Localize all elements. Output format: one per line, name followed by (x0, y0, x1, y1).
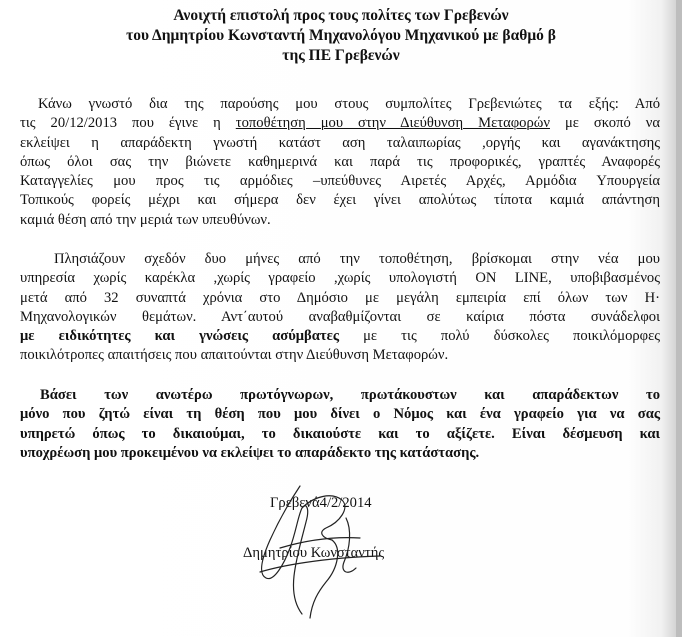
p1-line-2-end: με σκοπό να (564, 115, 661, 132)
p1-line-2 (20, 114, 660, 133)
p2-line-6: ποικιλότροπες απαιτήσεις που απαιτούνται στην Διεύθυνση Μεταφορών. (20, 347, 449, 364)
signatory-name: Δημητρίου Κωνσταντής (243, 545, 385, 561)
page-scan-edge (676, 0, 682, 637)
p3-line-2: μόνο που ζητώ είναι τη θέση που μου δίνει ο Νόμος και ένα γραφείο για να σας (20, 406, 660, 423)
handwritten-signature (240, 478, 400, 628)
p1-line-6: Τοπικούς φορείς μέχρι και σήμερα δεν έχει γίνει απολύτως τίποτα καμιά απάντηση (20, 192, 660, 209)
p1-line-4: όπως όλοι σας την βιώνετε καθημερινά και παρά τις προφορικές, γραπτές Αναφορές (20, 153, 660, 170)
p2-line-2: υπηρεσία χωρίς καρέκλα ,χωρίς γραφείο ,χωρίς υπολογιστή ON LINE, υποβιβασμένος (20, 270, 660, 287)
bold-phrase: με ειδικότητες και γνώσεις ασύμβατες (20, 328, 339, 345)
p2-line-4: Μηχανολογικών θεμάτων. Αντ΄αυτού αναβαθμίζονται σε καίρια πόστα συνάδελφοι (20, 308, 660, 325)
p2-line-5 (20, 327, 660, 346)
p1-line-5: Καταγγελίες μου προς τις αρμόδιες –υπεύθυνες Αιρετές Αρχές, Αρμόδια Υπουργεία (20, 173, 660, 190)
p1-line-3: εκλείψει η απαράδεκτη γνωστή κατάστ αση ταλαιπωρίας ,οργής και αγανάκτησης (20, 134, 660, 151)
letter-title-line-2: του Δημητρίου Κωνσταντή Μηχανολόγου Μηχανικού με βαθμό β (126, 27, 556, 44)
letter-title-line-1: Ανοιχτή επιστολή προς τους πολίτες των Γρεβενών (173, 7, 509, 24)
underlined-placement-text: τοποθέτηση μου στην Διεύθυνση Μεταφορών (235, 115, 550, 132)
p1-line-7: καμιά θέση από την μεριά των υπευθύνων. (20, 211, 271, 228)
p2-line-3: μετά από 32 συναπτά χρόνια στο Δημόσιο με μεγάλη εμπειρία επί όλων των Η· (20, 289, 660, 306)
p1-line-2-start: τις 20/12/2013 που έγινε η (20, 115, 221, 132)
place-and-date: Γρεβενά4/2/2014 (270, 495, 372, 511)
p2-line-5-end: με τις πολύ δύσκολες ποικιλόμορφες (339, 328, 660, 345)
paragraph-2 (20, 250, 660, 366)
p3-line-4: υποχρέωση μου προκειμένου να εκλείψει το απαράδεκτο της κατάστασης. (20, 444, 480, 461)
p3-line-1: Βάσει των ανωτέρω πρωτόγνωρων, πρωτάκουστων και απαράδεκτων το (40, 387, 660, 403)
p3-line-3: υπηρετώ όπως το δικαιούμαι, το δικαιούστε και το αξίζετε. Είναι δέσμευση και (20, 425, 660, 442)
letter-title-line-3: της ΠΕ Γρεβενών (282, 47, 400, 64)
paragraph-3 (20, 386, 660, 463)
p2-line-1: Πλησιάζουν σχεδόν δυο μήνες από την τοποθέτηση, βρίσκομαι στην νέα μου (54, 251, 660, 267)
p1-line-1: Κάνω γνωστό δια της παρούσης μου στους συμπολίτες Γρεβενιώτες τα εξής: Από (38, 96, 660, 112)
paragraph-1 (20, 95, 660, 230)
